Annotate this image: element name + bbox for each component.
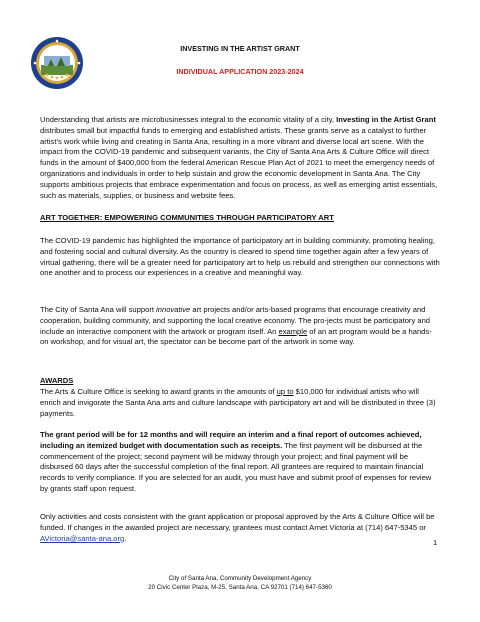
document-subtitle: INDIVIDUAL APPLICATION 2023-2024 — [176, 67, 304, 76]
example-link[interactable]: example — [278, 326, 308, 336]
footer-address: 20 Civic Center Plaza, M-25, Santa Ana, CA 92701 (714) 647-5360 — [148, 584, 332, 591]
awards-paragraph: The Arts & Culture Office is seeking to award grants in the amounts of up to $10,000 for individual artists who will enrich and invigorate the Santa Ana arts and culture landscape with participatory art and will be distributed in three (3) payments. — [40, 387, 436, 418]
art-together-paragraph-2: The City of Santa Ana will support innovative art projects and/or arts-based programs that encourage creativity and cooperation, building community, and supporting the local creative economy. The pro-jects must be participatory and include an interactive component with the artwork or program itself. An example of an art program would be a hands-on workshop, and for visual art, the spectator can be become part of the artwork in some way. — [40, 305, 432, 347]
contact-paragraph: Only activities and costs consistent with the grant application or proposal approved by the Arts & Culture Office will be funded. If changes in the awarded project are necessary, grantees must contact Arnet Victoria at (714) 647-5345 or AVictoria@santa-ana.org. — [40, 512, 435, 543]
document-title: INVESTING IN THE ARTIST GRANT — [180, 44, 300, 53]
email-link[interactable]: AVictoria@santa-ana.org — [40, 533, 125, 543]
grant-period-paragraph: The grant period will be for 12 months and will require an interim and a final report of outcomes achieved, including an itemized budget with documentation such as receipts. The first payment will be disbursed at the commencement of the project; second payment will be midway through your project; and final payment will be disbursed 60 days after the successful completion of the final report. All grantees are required to maintain financial records to verify compliance. If you are selected for an audit, you must have and submit proof of expenses for review by grants staff upon request. — [40, 430, 432, 493]
page-number: 1 — [433, 538, 438, 547]
footer-agency: City of Santa Ana, Community Development Agency — [168, 575, 312, 582]
art-together-paragraph-1: The COVID-19 pandemic has highlighted the importance of participatory art in building community, promoting healing, and fostering social and cultural diversity. As the country is cleared to spend time together again after a few years of virtual gathering, there will be a greater need for participatory art to help us rebuild and strengthen our connections with one another and to process our experiences in a creative and meaningful way. — [40, 236, 440, 278]
awards-heading: AWARDS — [40, 376, 74, 385]
intro-paragraph: Understanding that artists are microbusinesses integral to the economic vitality of a city, Investing in the Artist Grant distributes small but impactful funds to emerging and established artists. These grants serve as a catalyst to further artist’s work while living and creating in Santa Ana, resulting in a more vibrant and diverse local art scene. With the impact from the COVID-19 pandemic and subsequent variants, the City of Santa Ana Arts & Culture Office will direct funds in the amount of $400,000 from the federal American Rescue Plan Act of 2021 to meet the emergency needs of organizations and individuals in order to help sustain and grow the economic development in Santa Ana. The City supports ambitious projects that embrace experimentation and focus on process, as well as emerging artist essentials, such as materials, supplies, or business and website fees. — [40, 115, 438, 200]
art-together-heading: ART TOGETHER: EMPOWERING COMMUNITIES THROUGH PARTICIPATORY ART — [40, 213, 334, 222]
